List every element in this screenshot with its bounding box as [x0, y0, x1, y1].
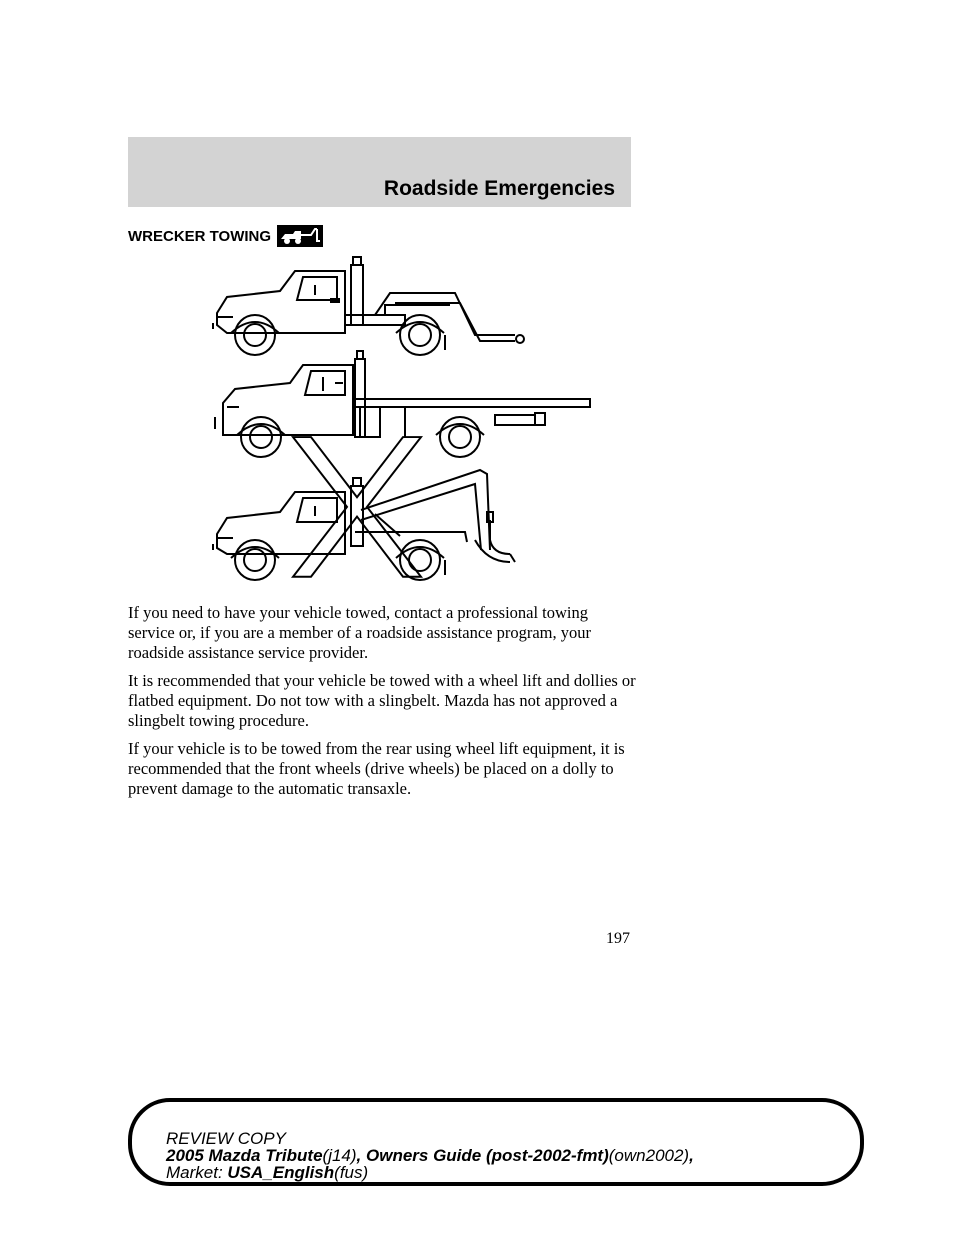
review-copy-label: REVIEW COPY	[166, 1129, 286, 1148]
page-number: 197	[606, 930, 630, 947]
review-copy-footer	[128, 1098, 864, 1186]
wheel-lift-truck-icon	[213, 257, 524, 355]
footer-market-line: Market: USA_English(fus)	[166, 1163, 369, 1182]
header-band	[128, 137, 631, 207]
section-heading-text: WRECKER TOWING	[128, 227, 272, 245]
footer-document-line: 2005 Mazda Tribute(j14), Owners Guide (post-2002-fmt)(own2002),	[166, 1146, 694, 1165]
page-title: Roadside Emergencies	[383, 177, 615, 200]
paragraph: It is recommended that your vehicle be towed with a wheel lift and dollies or flatbed equipment. Do not tow with a slingbelt. Mazda has not approved a slingbelt towing procedure.	[128, 671, 636, 730]
section-heading	[128, 225, 323, 247]
paragraph: If you need to have your vehicle towed, contact a professional towing service or, if you are a member of a roadside assistance program, your roadside assistance service provider.	[128, 603, 591, 662]
tow-truck-icon	[277, 225, 323, 247]
towing-illustration	[205, 255, 595, 595]
body-text	[128, 603, 638, 807]
flatbed-truck-icon	[215, 351, 590, 457]
paragraph: If your vehicle is to be towed from the rear using wheel lift equipment, it is recommended that the front wheels (drive wheels) be placed on a dolly to prevent damage to the automatic transaxle.	[128, 739, 625, 798]
